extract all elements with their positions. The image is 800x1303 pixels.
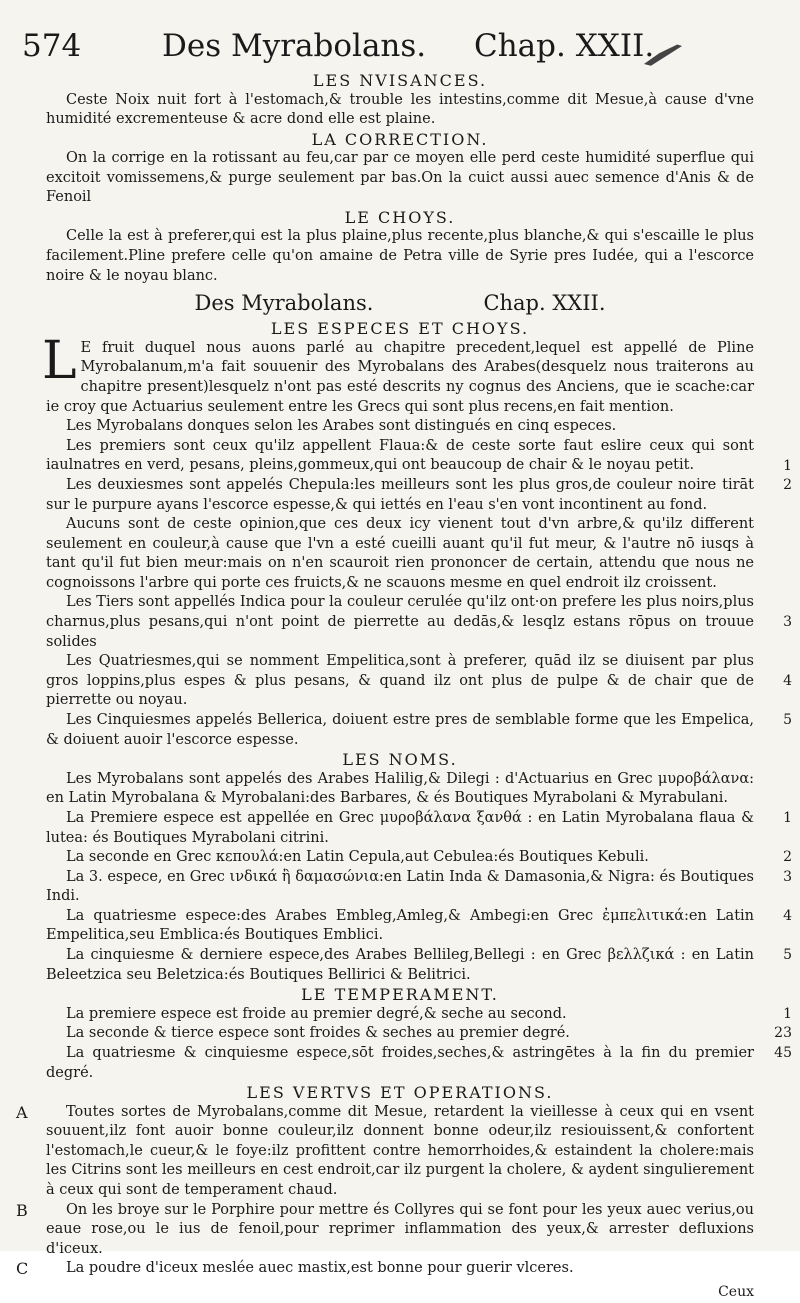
paragraph-especes-7: Les Cinquiesmes appelés Bellerica, doiuent estre pres de semblable forme que les Empelica, & doiuent auoir l'escorce espesse. (46, 712, 754, 748)
paragraph-noms-1: Les Myrobalans sont appelés des Arabes Halilig,& Dilegi : d'Actuarius en Grec μυροβάλανα: en Latin Myrobalana & Myrobalani:des Barbares, & és Boutiques Myrabolani & Myrabulani. (46, 770, 754, 807)
paragraph-vertus-b: On les broye sur le Porphire pour mettre és Collyres qui se font pour les yeux auec verius,ou eaue rose,ou le ius de fenoil,pour reprimer inflammation des yeux,& arrester defluxions d'iceux. (46, 1201, 754, 1257)
page-number: 574 (22, 28, 82, 64)
margin-number: 1 (783, 1005, 792, 1022)
margin-number: 1 (783, 457, 792, 474)
intro-text: E fruit duquel nous auons parlé au chapitre precedent,lequel est appellé de Pline Myrobalanum,m'a fait souuenir des Myrobalans des Arabes(desquelz nous traiterons au chapitre present)lesquelz n'ont pas esté descrits ny cognus des Anciens, que ie scache:car ie croy que Actuarius seulement entre les Grecs qui sont plus recens,en fait mention. (46, 339, 754, 415)
chapter-title-left: Des Myrabolans. (194, 291, 374, 316)
margin-number: 4 (783, 907, 792, 924)
margin-number: 4 (783, 673, 792, 690)
paragraph-temperament-3: La quatriesme & cinquiesme espece,sōt froides,seches,& astringētes à la fin du premier degré. (46, 1044, 754, 1081)
temperament-row-2 (46, 1024, 792, 1044)
heading-correction: LA CORRECTION. (311, 129, 489, 149)
heading-especes: LES ESPECES ET CHOYS. (270, 319, 530, 339)
paragraph-noms-5: La quatriesme espece:des Arabes Embleg,Amleg,& Ambegi:en Grec ἐμπελιτικά:en Latin Empelitica,seu Emblica:és Boutiques Emblici. (46, 907, 754, 944)
nom-row-5 (46, 946, 792, 985)
page-body (16, 71, 792, 1303)
nom-row-4 (46, 907, 792, 946)
espece-row-1 (46, 437, 792, 476)
chapter-title-right: Chap. XXII. (483, 291, 606, 316)
paragraph-especes-intro (42, 330, 754, 417)
vertu-row-a (16, 1102, 754, 1201)
heading-noms: LES NOMS. (342, 750, 458, 770)
vertu-row-b (16, 1200, 754, 1260)
paragraph-especes-4: Aucuns sont de ceste opinion,que ces deux icy vienent tout d'vn arbre,& qu'ilz different seulement en couleur,à cause que l'vn a esté cueilli auant qu'il fut meur, & l'autre nō iusqs à tant qu'il fut bien meur:mais on n'en scauroit rien prononcer de certain, attendu que nous ne cognoissons l'arbre qui porte ces fruicts,& ne scauons mesme en quel endroit ilz croissent. (46, 516, 754, 591)
margin-letter-b: B (16, 1200, 28, 1220)
espece-row-2 (46, 476, 792, 515)
heading-choys: LE CHOYS. (344, 207, 456, 227)
margin-number: 1 (783, 809, 792, 826)
paragraph-especes-5: Les Tiers sont appellés Indica pour la couleur cerulée qu'ilz ont·on prefere les plus noirs,plus charnus,plus pesans,qui n'ont point de pierrette au dedās,& lesqlz estans rōpus on trouue solides (46, 594, 754, 650)
paragraph-noms-4: La 3. espece, en Grec ινδικά ἢ δαμασώνια:en Latin Inda & Damasonia,& Nigra: és Boutiques Indi. (46, 868, 754, 905)
margin-number: 5 (783, 947, 792, 964)
espece-row-5 (46, 711, 792, 750)
paragraph-nuisances: Ceste Noix nuit fort à l'estomach,& trouble les intestins,comme dit Mesue,à cause d'vne humidité excrementeuse & acre dond elle est plaine. (46, 91, 754, 128)
paragraph-correction: On la corrige en la rotissant au feu,car par ce moyen elle perd ceste humidité superflue qui excitoit vomissemens,& purge seulement par bas.On la cuict aussi auec semence d'Anis & de Fenoil (46, 150, 754, 206)
paragraph-noms-2: La Premiere espece est appellée en Grec μυροβάλανα ξανθά : en Latin Myrobalana flaua & lutea: és Boutiques Myrabolani citrini. (46, 809, 754, 846)
drop-cap-letter: L (42, 330, 77, 391)
margin-number: 45 (774, 1044, 792, 1061)
margin-number: 5 (783, 712, 792, 729)
margin-number: 23 (774, 1025, 792, 1042)
vertu-row-c (16, 1259, 754, 1279)
paragraph-choys: Celle la est à preferer,qui est la plus plaine,plus recente,plus blanche,& qui s'escaille le plus facilement.Pline prefere celle qu'on amaine de Petra ville de Syrie pres Iudée, qui a l'escorce noire & le noyau blanc. (46, 228, 754, 284)
paragraph-vertus-a: Toutes sortes de Myrobalans,comme dit Mesue, retardent la vieillesse à ceux qui en vsent souuent,ilz font auoir bonne couleur,ilz donnent bonne odeur,ilz resiouissent,& confortent l'estomach,le cueur,& le foye:ilz profittent contre hemorrhoides,& estaindent la cholere:mais les Citrins sont les meilleurs en cest endroit,car ilz purgent la cholere, & aydent singulierement à ceux qui sont de temperament chaud. (46, 1103, 754, 1198)
heading-vertus: LES VERTVS ET OPERATIONS. (246, 1083, 554, 1103)
temperament-row-3 (46, 1044, 792, 1083)
espece-row-3 (46, 593, 792, 652)
paragraph-especes-1: Les Myrobalans donques selon les Arabes sont distingués en cinq especes. (66, 418, 617, 435)
catchword: Ceux (718, 1283, 754, 1300)
margin-number: 3 (783, 868, 792, 885)
paragraph-vertus-c: La poudre d'iceux meslée auec mastix,est bonne pour guerir vlceres. (66, 1260, 574, 1277)
paragraph-especes-2: Les premiers sont ceux qu'ilz appellent Flaua:& de ceste sorte faut eslire ceux qui sont iaulnatres en verd, pesans, pleins,gommeux,qui ont beaucoup de chair & le noyau petit. (46, 437, 754, 474)
nom-row-3 (46, 868, 792, 907)
paragraph-temperament-2: La seconde & tierce espece sont froides & seches au premier degré. (66, 1025, 570, 1042)
margin-letter-a: A (16, 1102, 28, 1122)
heading-nuisances: LES NVISANCES. (312, 71, 488, 90)
margin-letter-c: C (16, 1259, 29, 1279)
chapter-label: Chap. XXII. (474, 28, 655, 64)
nom-row-2 (46, 848, 792, 868)
temperament-row-1 (46, 1005, 792, 1025)
paragraph-especes-6: Les Quatriesmes,qui se nomment Empelitica,sont à preferer, quād ilz se diuisent par plus gros loppins,plus espes & plus pesans, & quand ilz ont plus de pulpe & de chair que de pierrette ou noyau. (46, 653, 754, 709)
chapter-title (46, 288, 754, 318)
running-title: Des Myrabolans. (162, 28, 427, 64)
heading-temperament: LE TEMPERAMENT. (301, 985, 499, 1005)
margin-number: 2 (783, 849, 792, 866)
margin-number: 3 (783, 614, 792, 631)
paragraph-noms-6: La cinquiesme & derniere espece,des Arabes Bellileg,Bellegi : en Grec βελλζικά : en Latin Beleetzica seu Beletzica:és Boutiques Bellirici & Belitrici. (46, 947, 754, 983)
paragraph-especes-3: Les deuxiesmes sont appelés Chepula:les meilleurs sont les plus gros,de couleur noire tirāt sur le purpure ayans l'escorce espesse,& qui iettés en l'eau s'en vont incontinent au fond. (46, 476, 754, 513)
espece-row-4 (46, 652, 792, 711)
nom-row-1 (46, 809, 792, 848)
paragraph-temperament-1: La premiere espece est froide au premier degré,& seche au second. (66, 1005, 567, 1022)
paragraph-noms-3: La seconde en Grec κεπουλά:en Latin Cepula,aut Cebulea:és Boutiques Kebuli. (66, 849, 649, 866)
margin-number: 2 (783, 476, 792, 493)
